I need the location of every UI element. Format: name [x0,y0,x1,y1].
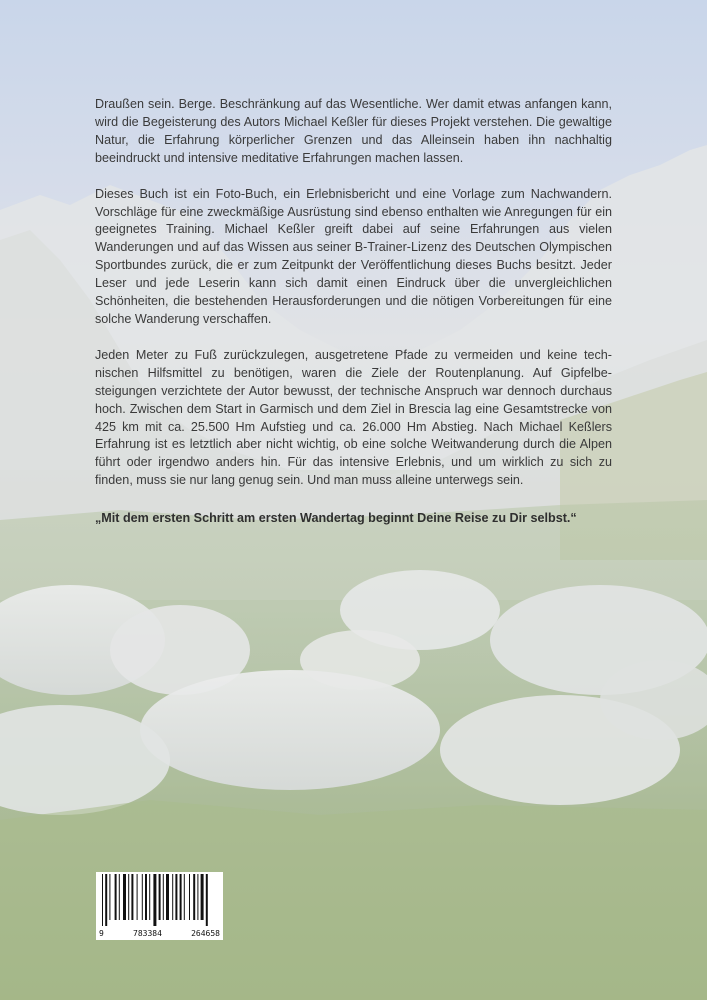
isbn-barcode [96,872,223,940]
barcode-bar [102,874,103,926]
blurb-paragraph-3: Jeden Meter zu Fuß zurückzulegen, ausgetretene Pfade zu vermeiden und keine technischen Hilfsmittel zu benötigen, waren die Ziele der Routenplanung. Auf Gipfelbesteigungen verzichtete der Autor bewusst, der technische Anspruch war dennoch durchaus hoch. Zwischen dem Start in Garmisch und dem Ziel in Brescia lag eine Gesamtstrecke von 425 km mit ca. 25.500 Hm Aufstieg und ca. 26.000 Hm Abstieg. Nach Michael Keßlers Erfahrung ist es letztlich aber nicht wichtig, ob eine solche Weitwanderung durch die Alpen führt oder irgendwo anders hin. Für das intensive Erlebnis, und um wirklich zu sich zu finden, muss sie nur lang genug sein. Und man muss alleine unterwegs sein. [95,347,612,488]
barcode-bar [115,874,117,920]
barcode-bar [109,874,110,920]
barcode-bar [142,874,143,920]
barcode-bars [96,874,223,926]
blurb-paragraph-2: Dieses Buch ist ein Foto-Buch, ein Erlebnisbericht und eine Vorlage zum Nachwandern. Vorschläge für eine zweckmäßige Ausrüstung sind ebenso enthalten wie Anregungen für ein geeignetes Training. Michael Keßler greift dabei auf seine Erfahrungen aus vielen Wanderungen und auf das Wissen aus seiner B-Trainer-Lizenz des Deutschen Olympischen Sportbundes zurück, die er zum Zeitpunkt der Veröffentlichung dieses Buchs besitzt. Jeder Leser und jede Leserin kann sich damit einen Eindruck über die unvergleichlichen Schönheiten, die bestehenden Herausforderungen und die nötigen Vorbereitungen für eine solche Wanderung verschaffen. [95,186,612,326]
barcode-bar [131,874,133,920]
barcode-bar [149,874,150,920]
barcode-bar [145,874,147,920]
barcode-bar [163,874,164,920]
isbn-digits [96,929,223,938]
barcode-bar [184,874,185,920]
barcode-bar [137,874,138,920]
barcode-bar [159,874,161,920]
barcode-bar [180,874,182,920]
barcode-bar [193,874,195,920]
isbn-right-group: 264658 [191,929,220,938]
barcode-bar [105,874,107,926]
barcode-bar [166,874,169,920]
barcode-bar [175,874,177,920]
barcode-bar [119,874,120,920]
barcode-bar [123,874,126,920]
barcode-bar [197,874,198,920]
barcode-bar [206,874,208,926]
barcode-bar [128,874,129,920]
back-cover-text [95,96,612,546]
barcode-bar [153,874,156,926]
isbn-left-group: 783384 [133,929,162,938]
barcode-bar [172,874,173,920]
blurb-paragraph-1: Draußen sein. Berge. Beschränkung auf das Wesentliche. Wer damit etwas anfangen kann, wird die Begeisterung des Autors Michael Keßler für dieses Projekt verstehen. Die gewaltige Natur, die Erfahrung körperlicher Grenzen und das Alleinsein haben ihn nachhaltig beeindruckt und intensive meditative Erfahrungen machen lassen. [95,97,612,165]
closing-quote: „Mit dem ersten Schritt am ersten Wandertag beginnt Deine Reise zu Dir selbst.“ [95,511,577,526]
barcode-bar [189,874,190,920]
barcode-bar [201,874,204,920]
isbn-first-digit: 9 [99,929,104,938]
